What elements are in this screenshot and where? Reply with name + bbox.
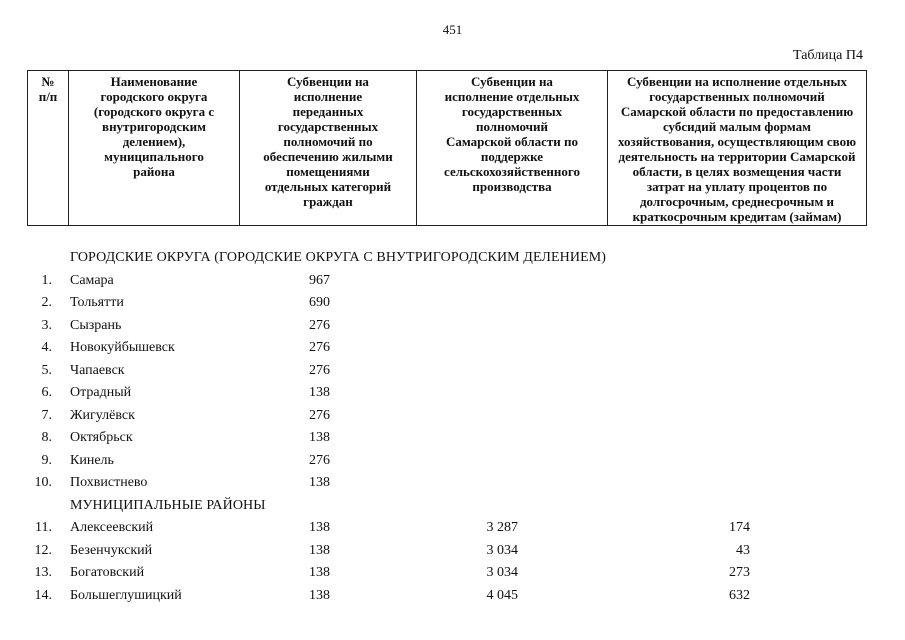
row-housing-value: 276 xyxy=(309,407,330,423)
row-name: Тольятти xyxy=(70,295,124,310)
row-name: Большеглушицкий xyxy=(70,587,182,603)
row-housing-value: 138 xyxy=(309,587,330,603)
row-housing-value: 138 xyxy=(309,542,330,558)
row-number: 4. xyxy=(41,340,52,355)
table-header xyxy=(27,70,867,226)
row-housing-value: 138 xyxy=(309,385,330,400)
row-name: Алексеевский xyxy=(70,520,154,535)
row-housing-value: 967 xyxy=(309,272,330,288)
section-title: ГОРОДСКИЕ ОКРУГА (ГОРОДСКИЕ ОКРУГА С ВНУТРИГОРОДСКИМ ДЕЛЕНИЕМ) xyxy=(70,250,607,265)
row-name: Похвистнево xyxy=(70,475,148,490)
row-credit-value: 43 xyxy=(736,542,750,558)
row-housing-value: 138 xyxy=(309,475,330,490)
table-row xyxy=(0,427,905,449)
row-agriculture-value: 4 045 xyxy=(486,587,518,603)
header-housing-text: Субвенции на исполнение переданных государственных полномочий по обеспечению жилыми помещениями отдельных категорий граждан xyxy=(263,74,393,209)
row-name: Октябрьск xyxy=(70,430,133,445)
table-row xyxy=(0,337,905,359)
header-credit-subventions xyxy=(608,71,867,226)
header-number-text: № п/п xyxy=(38,74,58,104)
table-row xyxy=(0,472,905,494)
row-number: 9. xyxy=(41,452,52,468)
row-number: 11. xyxy=(35,520,52,535)
header-name xyxy=(69,71,240,226)
row-name: Самара xyxy=(70,272,114,288)
row-name: Богатовский xyxy=(70,565,145,580)
row-name: Чапаевск xyxy=(70,362,125,378)
row-name: Жигулёвск xyxy=(70,407,135,423)
row-name: Безенчукский xyxy=(70,542,153,558)
section-title: МУНИЦИПАЛЬНЫЕ РАЙОНЫ xyxy=(70,497,266,513)
table-caption: Таблица П4 xyxy=(793,48,863,63)
table-row xyxy=(0,540,905,562)
table-row xyxy=(0,450,905,472)
row-agriculture-value: 3 287 xyxy=(486,520,518,535)
row-number: 6. xyxy=(41,385,52,400)
row-name: Кинель xyxy=(70,452,114,468)
row-housing-value: 276 xyxy=(309,452,330,468)
row-credit-value: 174 xyxy=(729,520,750,535)
row-housing-value: 276 xyxy=(309,340,330,355)
table-row xyxy=(0,315,905,337)
row-housing-value: 276 xyxy=(309,362,330,378)
row-name: Новокуйбышевск xyxy=(70,340,175,355)
table-row xyxy=(0,292,905,314)
row-credit-value: 273 xyxy=(729,565,750,580)
row-number: 8. xyxy=(41,430,52,445)
row-agriculture-value: 3 034 xyxy=(486,565,518,580)
row-number: 2. xyxy=(41,295,52,310)
row-number: 7. xyxy=(41,407,52,423)
table-row xyxy=(0,405,905,427)
row-number: 10. xyxy=(34,475,52,490)
row-housing-value: 276 xyxy=(309,317,330,333)
header-agriculture-text: Субвенции на исполнение отдельных государственных полномочий Самарской области по поддержке сельскохозяйственного производства xyxy=(444,74,580,194)
table-row xyxy=(0,270,905,292)
row-number: 13. xyxy=(34,565,52,580)
header-agriculture-subventions xyxy=(417,71,608,226)
table-row xyxy=(0,360,905,382)
table-row xyxy=(0,382,905,404)
header-number xyxy=(28,71,69,226)
row-agriculture-value: 3 034 xyxy=(486,542,518,558)
row-name: Сызрань xyxy=(70,317,122,333)
header-credit-text: Субвенции на исполнение отдельных государственных полномочий Самарской области по предоставлению субсидий малым формам хозяйствования, осуществляющим свою деятельность на территории Самарской области, в целях возмещения части затрат на уплату процентов по долгосрочным, среднесрочным и краткосрочным кредитам (займам) xyxy=(617,74,857,224)
row-number: 1. xyxy=(41,272,52,288)
header-name-text: Наименование городского округа (городского округа с внутригородским делением), муниципального района xyxy=(93,74,215,179)
table-row xyxy=(0,517,905,539)
row-number: 5. xyxy=(41,362,52,378)
page-number: 451 xyxy=(442,22,463,37)
table-row xyxy=(0,562,905,584)
header-housing-subventions xyxy=(240,71,417,226)
row-credit-value: 632 xyxy=(729,587,750,603)
row-number: 14. xyxy=(34,587,52,603)
row-number: 3. xyxy=(41,317,52,333)
row-number: 12. xyxy=(34,542,52,558)
row-name: Отрадный xyxy=(70,385,132,400)
row-housing-value: 690 xyxy=(309,295,330,310)
row-housing-value: 138 xyxy=(309,565,330,580)
table-row xyxy=(0,585,905,607)
row-housing-value: 138 xyxy=(309,430,330,445)
row-housing-value: 138 xyxy=(309,520,330,535)
